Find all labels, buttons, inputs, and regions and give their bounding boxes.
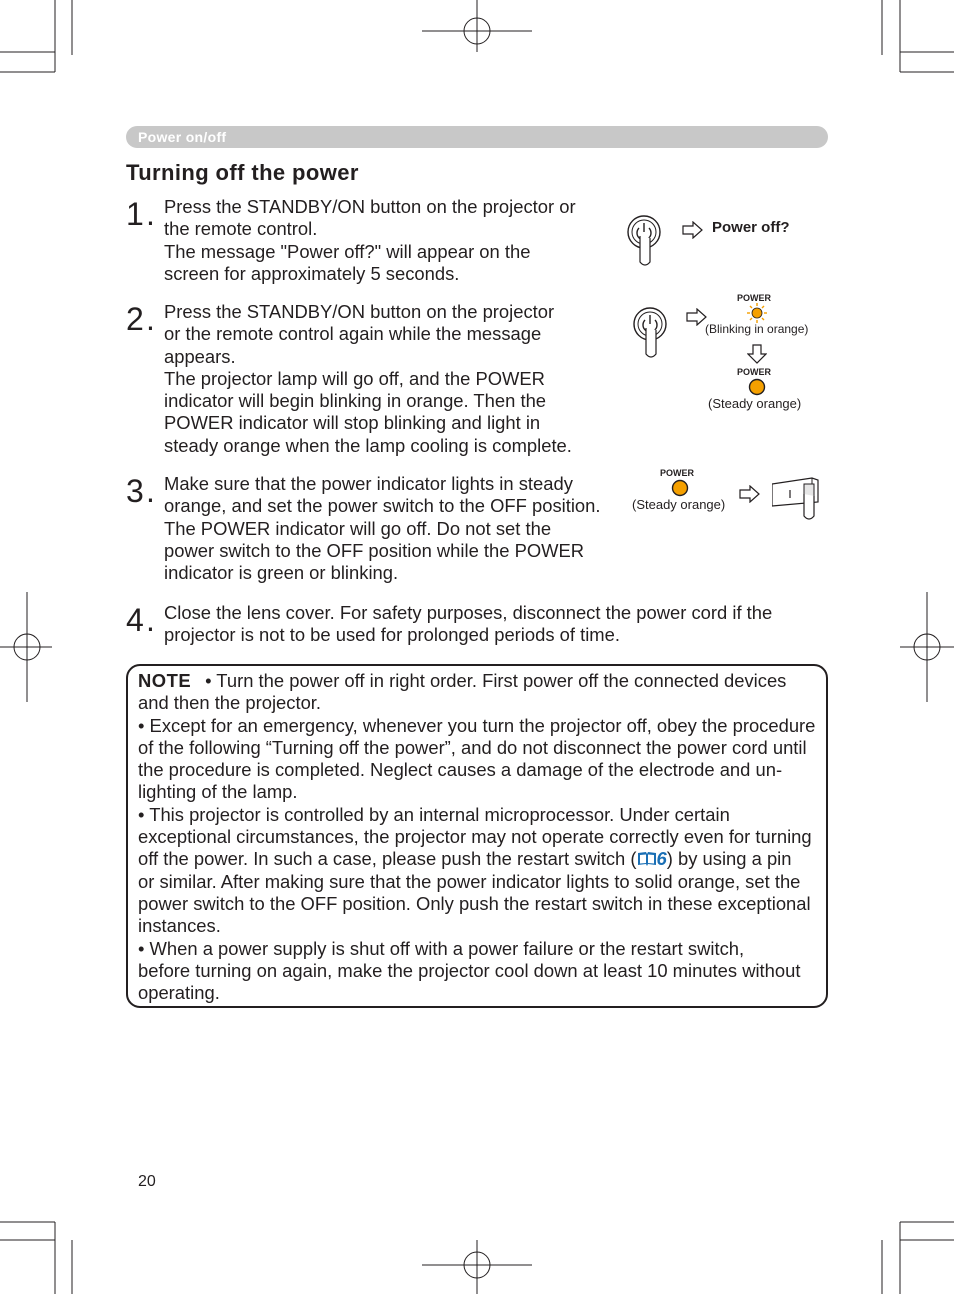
steady-indicator-icon (670, 478, 690, 498)
standby-button-press-icon (620, 206, 680, 272)
book-icon (637, 850, 657, 867)
note-text (138, 670, 822, 1004)
step-number-dot: . (146, 473, 155, 509)
step-2-line: Press the STANDBY/ON button on the projector (164, 301, 555, 322)
section-header-bar (126, 126, 828, 148)
note-line: the procedure is completed. Neglect causes a damage of the electrode and un- (138, 759, 783, 781)
step-4-line: projector is not to be used for prolonged periods of time. (164, 624, 620, 646)
step-3-line: power switch to the OFF position while the POWER (164, 539, 585, 561)
standby-button-press-icon (626, 298, 686, 364)
step-1-line: screen for approximately 5 seconds. (164, 262, 460, 284)
note-box (126, 664, 828, 1008)
note-line: off the power. In such a case, please push the restart switch ( (138, 848, 637, 870)
step-4-line: Close the lens cover. For safety purposes, disconnect the power cord if the (164, 602, 773, 623)
step-2-line: steady orange when the lamp cooling is complete. (164, 434, 572, 456)
note-line: • When a power supply is shut off with a power failure or the restart switch, (138, 937, 745, 959)
figure-power-off-message (620, 206, 820, 276)
step-number-dot: . (146, 602, 155, 638)
step-2-line: or the remote control again while the message (164, 323, 542, 345)
step-2-number: 2 (126, 301, 144, 337)
note-line: power switch to the OFF position. Only push the restart switch in these exceptional (138, 892, 811, 914)
note-line: and then the projector. (138, 692, 322, 714)
note-line: • Except for an emergency, whenever you turn the projector off, obey the procedure (138, 714, 816, 736)
note-line: before turning on again, make the projector cool down at least 10 minutes without (138, 959, 801, 981)
blinking-indicator-icon (747, 303, 767, 323)
note-line: instances. (138, 915, 221, 937)
steady-caption: (Steady orange) (632, 497, 726, 512)
power-indicator-label: POWER (660, 468, 695, 478)
note-line: • Turn the power off in right order. First power off the connected devices (205, 670, 787, 691)
note-first-line (138, 670, 822, 692)
section-label: Power on/off (138, 129, 227, 145)
step-3-number: 3 (126, 473, 144, 509)
note-line: or similar. After making sure that the power indicator lights to solid orange, set the (138, 870, 801, 892)
step-1-line: The message "Power off?" will appear on the (164, 240, 531, 262)
arrow-down-icon (747, 344, 767, 364)
note-line: of the following “Turning off the power”, and do not disconnect the power cord until (138, 736, 807, 758)
page-reference-link[interactable]: 6 (656, 848, 667, 870)
step-4-text (164, 602, 824, 647)
step-3-line: The POWER indicator will go off. Do not set the (164, 517, 552, 539)
step-2-line: POWER indicator will stop blinking and light in (164, 412, 541, 434)
step-1-number: 1 (126, 196, 144, 232)
step-2-line: indicator will begin blinking in orange. Then the (164, 390, 547, 412)
figure-indicator-blinking (626, 290, 826, 420)
step-1-text (164, 196, 614, 285)
step-2-line: The projector lamp will go off, and the POWER (164, 367, 545, 389)
step-number-dot: . (146, 301, 155, 337)
step-3-line: indicator is green or blinking. (164, 562, 399, 584)
note-label: NOTE (138, 670, 192, 691)
note-line: • This projector is controlled by an internal microprocessor. Under certain (138, 803, 730, 825)
power-off-message: Power off? (712, 219, 790, 236)
steady-indicator-icon (747, 377, 767, 397)
step-3-line: Make sure that the power indicator lights in steady (164, 473, 573, 494)
steady-caption: (Steady orange) (708, 396, 802, 411)
note-line: ) by using a pin (666, 848, 792, 870)
note-ref-line (138, 848, 822, 870)
arrow-right-icon (682, 221, 704, 239)
note-line: lighting of the lamp. (138, 781, 298, 803)
step-4-number: 4 (126, 602, 144, 638)
arrow-right-icon (739, 485, 761, 503)
power-indicator-label: POWER (737, 367, 772, 377)
step-number-dot: . (146, 196, 155, 232)
step-3-text (164, 473, 624, 584)
page-number: 20 (138, 1173, 156, 1190)
note-line: operating. (138, 982, 220, 1004)
blinking-caption: (Blinking in orange) (705, 322, 809, 336)
step-2-line: appears. (164, 345, 236, 367)
step-1-line: Press the STANDBY/ON button on the projector or (164, 196, 576, 217)
step-1-line: the remote control. (164, 218, 318, 240)
note-line: exceptional circumstances, the projector may not operate correctly even for turning (138, 826, 812, 848)
power-switch-icon (772, 474, 826, 534)
step-3-line: orange, and set the power switch to the OFF position. (164, 495, 601, 517)
page-heading: Turning off the power (126, 160, 359, 185)
figure-power-switch-off (628, 466, 828, 526)
power-indicator-label: POWER (737, 293, 772, 303)
step-2-text (164, 301, 614, 457)
